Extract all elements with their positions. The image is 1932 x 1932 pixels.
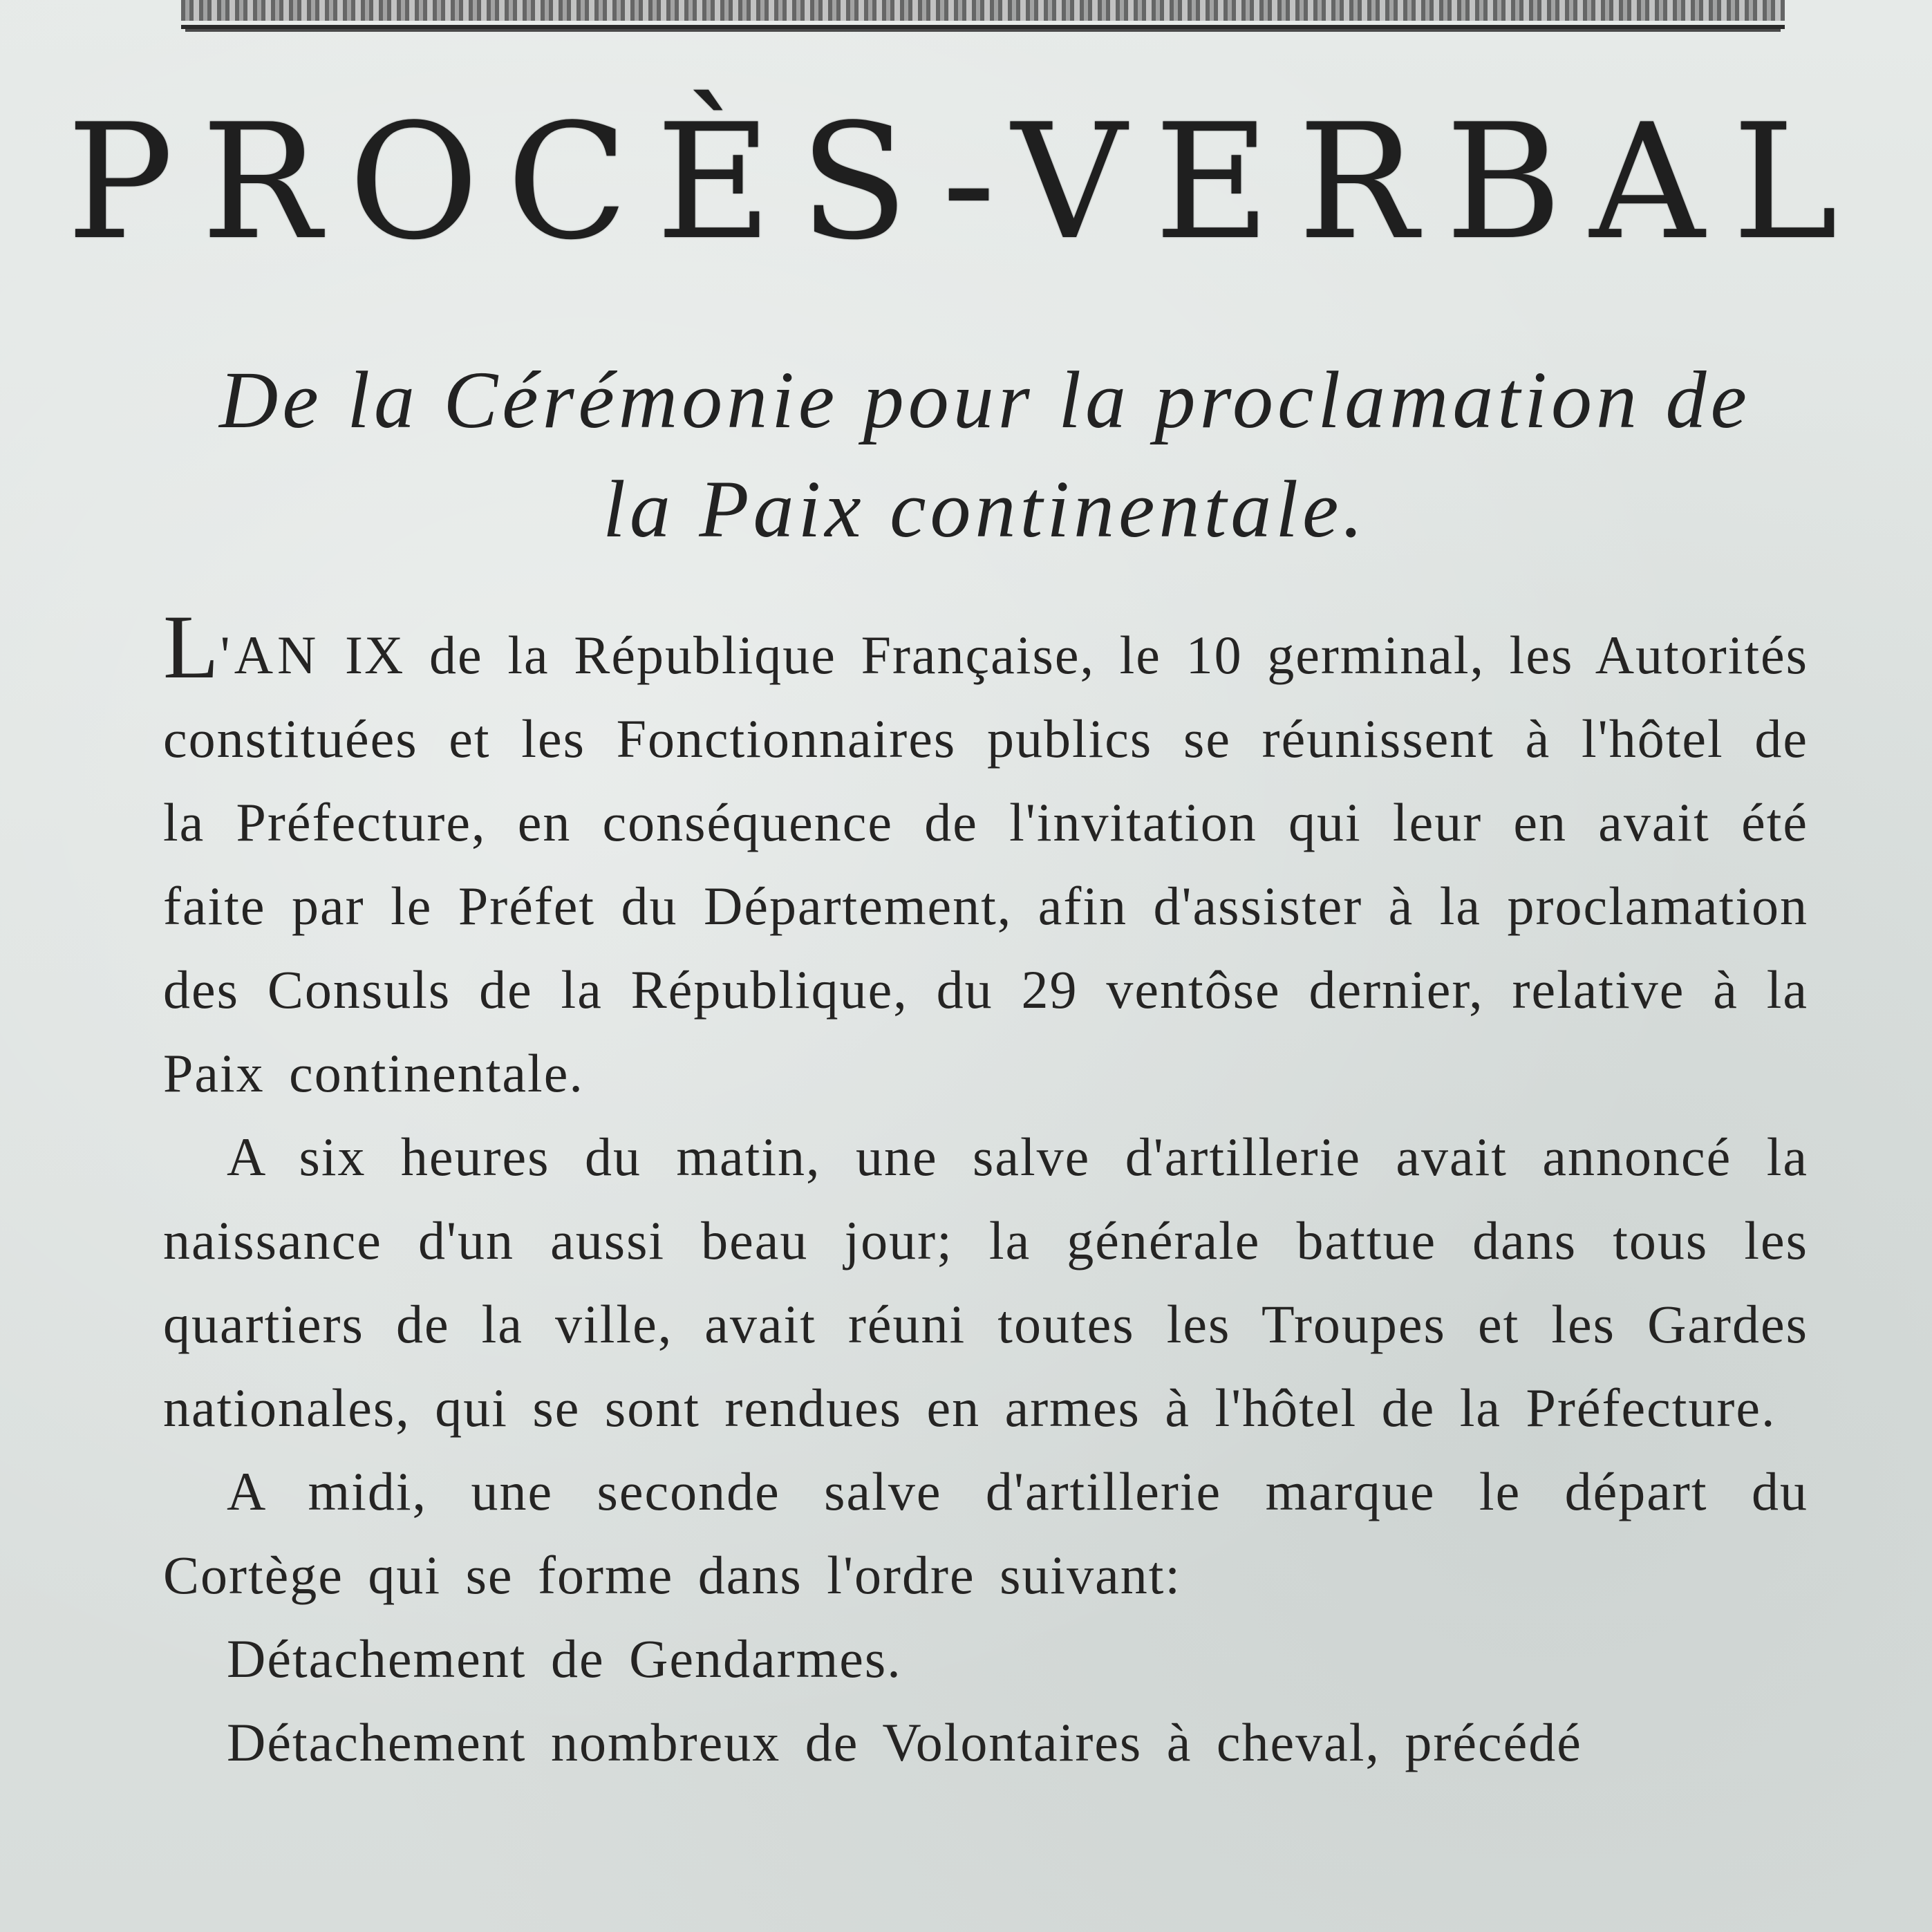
- paragraph-1-text: IX de la République Française, le 10 germinal, les Autorités constituées et les Fonctionnaires publics se réunissent à l'hôtel de la Préfecture, en conséquence de l'invitation qui leur en avait été faite par le Préfet du Département, afin d'assister à la proclamation des Consuls de la République, du 29 ventôse dernier, relative à la Paix continentale.: [163, 625, 1808, 1103]
- paragraph-5: Détachement nombreux de Volontaires à cheval, précédé: [227, 1712, 1582, 1772]
- paragraph-2: A six heures du matin, une salve d'artillerie avait annoncé la naissance d'un aussi beau jour; la générale battue dans tous les quartiers de la ville, avait réuni toutes les Troupes et les Gardes nationales, qui se sont rendues en armes à l'hôtel de la Préfecture.: [163, 1127, 1808, 1438]
- document-subtitle: [166, 346, 1804, 564]
- paragraph-1-lead: 'AN: [220, 625, 321, 685]
- paragraph-1: [163, 596, 1808, 1115]
- subtitle-line-2: la Paix continentale.: [603, 464, 1367, 554]
- paragraph-3: A midi, une seconde salve d'artillerie marque le départ du Cortège qui se forme dans l'ordre suivant:: [163, 1461, 1808, 1605]
- decorative-border: [181, 0, 1785, 29]
- document-title: PROCÈS-VERBAL: [66, 91, 1866, 275]
- paragraph-4: Détachement de Gendarmes.: [227, 1629, 902, 1689]
- document-body: [163, 596, 1808, 1784]
- drop-cap: L: [163, 596, 221, 697]
- subtitle-line-1: De la Cérémonie pour la proclamation de: [219, 355, 1751, 445]
